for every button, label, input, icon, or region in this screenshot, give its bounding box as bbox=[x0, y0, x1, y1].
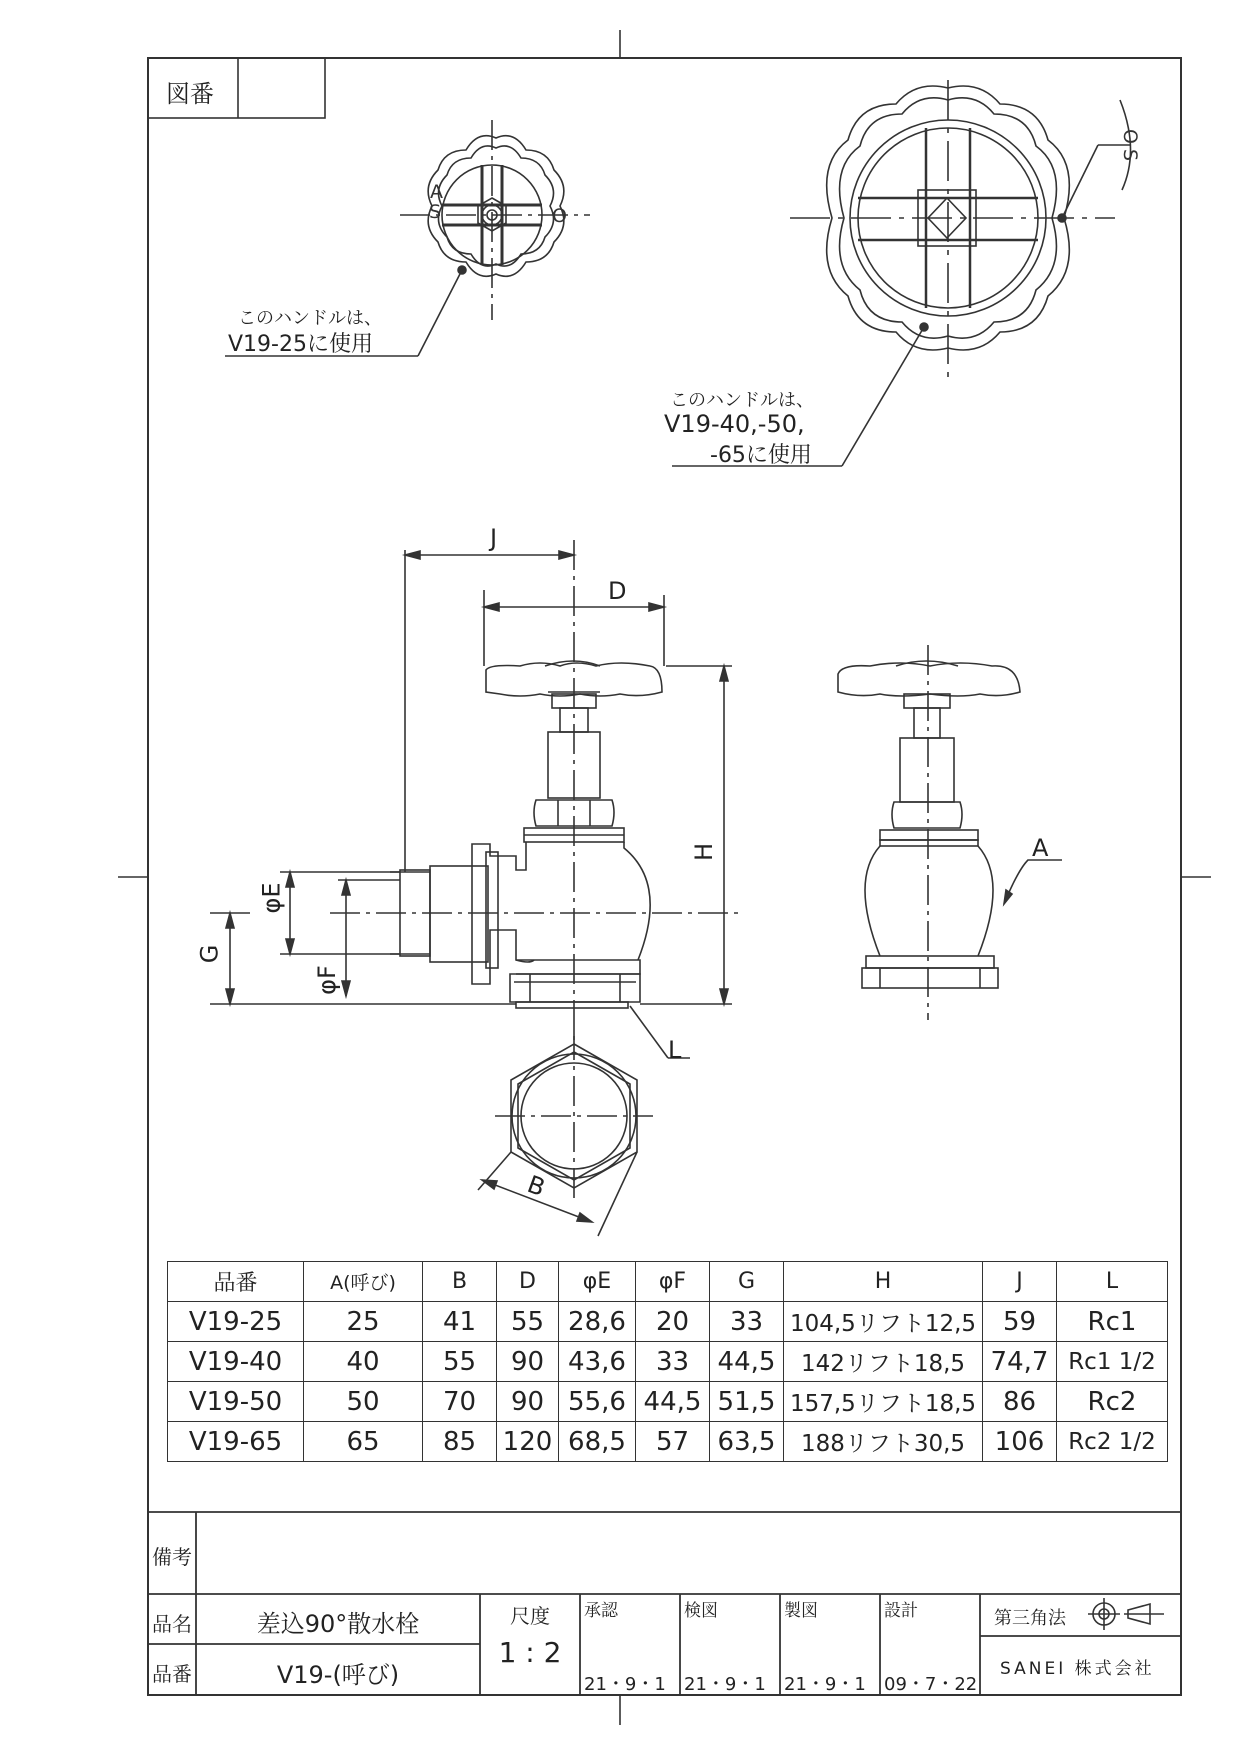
table-row bbox=[168, 1422, 1168, 1462]
svg-text:A: A bbox=[430, 181, 443, 203]
dim-phiF-label: φF bbox=[312, 965, 341, 995]
table-cell: 41 bbox=[423, 1302, 497, 1342]
table-cell: 57 bbox=[636, 1422, 710, 1462]
table-cell: 51,5 bbox=[710, 1382, 784, 1422]
draft-label: 製図 bbox=[784, 1601, 818, 1621]
table-cell: 50 bbox=[304, 1382, 423, 1422]
dim-J-label: J bbox=[490, 524, 498, 552]
approval-label: 承認 bbox=[584, 1601, 618, 1621]
col-header: L bbox=[1057, 1262, 1168, 1302]
col-header: φF bbox=[636, 1262, 710, 1302]
table-cell: 70 bbox=[423, 1382, 497, 1422]
design-date: 09・7・22 bbox=[884, 1674, 978, 1695]
dim-L-label: L bbox=[668, 1036, 682, 1064]
table-cell: Rc1 1/2 bbox=[1057, 1342, 1168, 1382]
product-number-value: V19-(呼び) bbox=[276, 1661, 400, 1689]
table-cell: 90 bbox=[497, 1342, 559, 1382]
dim-phiE-label: φE bbox=[257, 882, 286, 914]
remarks-label: 備考 bbox=[152, 1545, 192, 1569]
col-header: G bbox=[710, 1262, 784, 1302]
handle-mark-o: O bbox=[552, 205, 567, 227]
drawing-number-label: 図番 bbox=[166, 80, 214, 108]
table-cell: 55,6 bbox=[559, 1382, 636, 1422]
valve-side-view bbox=[838, 645, 1062, 1020]
table-cell: V19-50 bbox=[168, 1382, 304, 1422]
table-cell: 44,5 bbox=[710, 1342, 784, 1382]
svg-text:S: S bbox=[1119, 149, 1141, 162]
check-date: 21・9・1 bbox=[684, 1674, 766, 1695]
dim-G-label: G bbox=[195, 944, 224, 964]
table-cell: 33 bbox=[636, 1342, 710, 1382]
table-cell: 55 bbox=[497, 1302, 559, 1342]
col-header: B bbox=[423, 1262, 497, 1302]
projection-label: 第三角法 bbox=[994, 1608, 1066, 1629]
approval-date: 21・9・1 bbox=[584, 1674, 666, 1695]
table-cell: Rc2 1/2 bbox=[1057, 1422, 1168, 1462]
table-cell: 33 bbox=[710, 1302, 784, 1342]
table-cell: 104,5リフト12,5 bbox=[784, 1302, 983, 1342]
col-header: 品番 bbox=[168, 1262, 304, 1302]
svg-text:O: O bbox=[1119, 129, 1141, 144]
table-cell: 85 bbox=[423, 1422, 497, 1462]
third-angle-projection-symbol bbox=[1088, 1598, 1164, 1630]
col-header: A(呼び) bbox=[304, 1262, 423, 1302]
table-cell: 44,5 bbox=[636, 1382, 710, 1422]
table-cell: Rc2 bbox=[1057, 1382, 1168, 1422]
table-cell: Rc1 bbox=[1057, 1302, 1168, 1342]
valve-bottom-view bbox=[478, 1030, 653, 1236]
product-number-label: 品番 bbox=[152, 1662, 192, 1686]
small-handle-note-line2: V19-25に使用 bbox=[228, 332, 373, 357]
large-handle-note-line1: このハンドルは、 bbox=[670, 390, 814, 411]
table-cell: V19-25 bbox=[168, 1302, 304, 1342]
large-handle-note-line3: -65に使用 bbox=[710, 443, 812, 468]
large-handle-note-line2: V19-40,-50, bbox=[664, 410, 805, 438]
col-header: J bbox=[983, 1262, 1057, 1302]
table-cell: 63,5 bbox=[710, 1422, 784, 1462]
table-cell: 157,5リフト18,5 bbox=[784, 1382, 983, 1422]
table-cell: 120 bbox=[497, 1422, 559, 1462]
table-cell: 86 bbox=[983, 1382, 1057, 1422]
table-cell: 28,6 bbox=[559, 1302, 636, 1342]
table-cell: 55 bbox=[423, 1342, 497, 1382]
draft-date: 21・9・1 bbox=[784, 1674, 866, 1695]
table-cell: V19-65 bbox=[168, 1422, 304, 1462]
table-cell: 40 bbox=[304, 1342, 423, 1382]
table-cell: 90 bbox=[497, 1382, 559, 1422]
scale-value: 1 : 2 bbox=[498, 1636, 562, 1669]
table-cell: 68,5 bbox=[559, 1422, 636, 1462]
table-cell: 65 bbox=[304, 1422, 423, 1462]
company-name: SANEI 株式会社 bbox=[1000, 1659, 1155, 1679]
dim-D-label: D bbox=[608, 577, 627, 605]
dim-B-label: B bbox=[523, 1170, 549, 1202]
col-header: φE bbox=[559, 1262, 636, 1302]
table-cell: 43,6 bbox=[559, 1342, 636, 1382]
table-cell: 59 bbox=[983, 1302, 1057, 1342]
table-cell: 74,7 bbox=[983, 1342, 1057, 1382]
table-row bbox=[168, 1382, 1168, 1422]
col-header: H bbox=[784, 1262, 983, 1302]
table-cell: 25 bbox=[304, 1302, 423, 1342]
dim-H-label: H bbox=[690, 842, 719, 862]
table-row bbox=[168, 1302, 1168, 1342]
table-header-row bbox=[168, 1262, 1168, 1302]
table-cell: V19-40 bbox=[168, 1342, 304, 1382]
check-label: 検図 bbox=[684, 1601, 718, 1621]
table-row bbox=[168, 1342, 1168, 1382]
table-cell: 188リフト30,5 bbox=[784, 1422, 983, 1462]
small-handle-note-line1: このハンドルは、 bbox=[238, 308, 382, 329]
valve-front-view bbox=[210, 540, 740, 1058]
scale-label: 尺度 bbox=[510, 1604, 550, 1628]
col-header: D bbox=[497, 1262, 559, 1302]
handle-mark-s: S bbox=[429, 201, 442, 223]
product-name-value: 差込90°散水栓 bbox=[256, 1610, 420, 1638]
table-cell: 106 bbox=[983, 1422, 1057, 1462]
table-cell: 20 bbox=[636, 1302, 710, 1342]
spec-table bbox=[167, 1261, 1168, 1462]
product-name-label: 品名 bbox=[152, 1612, 192, 1636]
table-cell: 142リフト18,5 bbox=[784, 1342, 983, 1382]
dim-A-label: A bbox=[1032, 834, 1049, 862]
design-label: 設計 bbox=[884, 1601, 918, 1621]
